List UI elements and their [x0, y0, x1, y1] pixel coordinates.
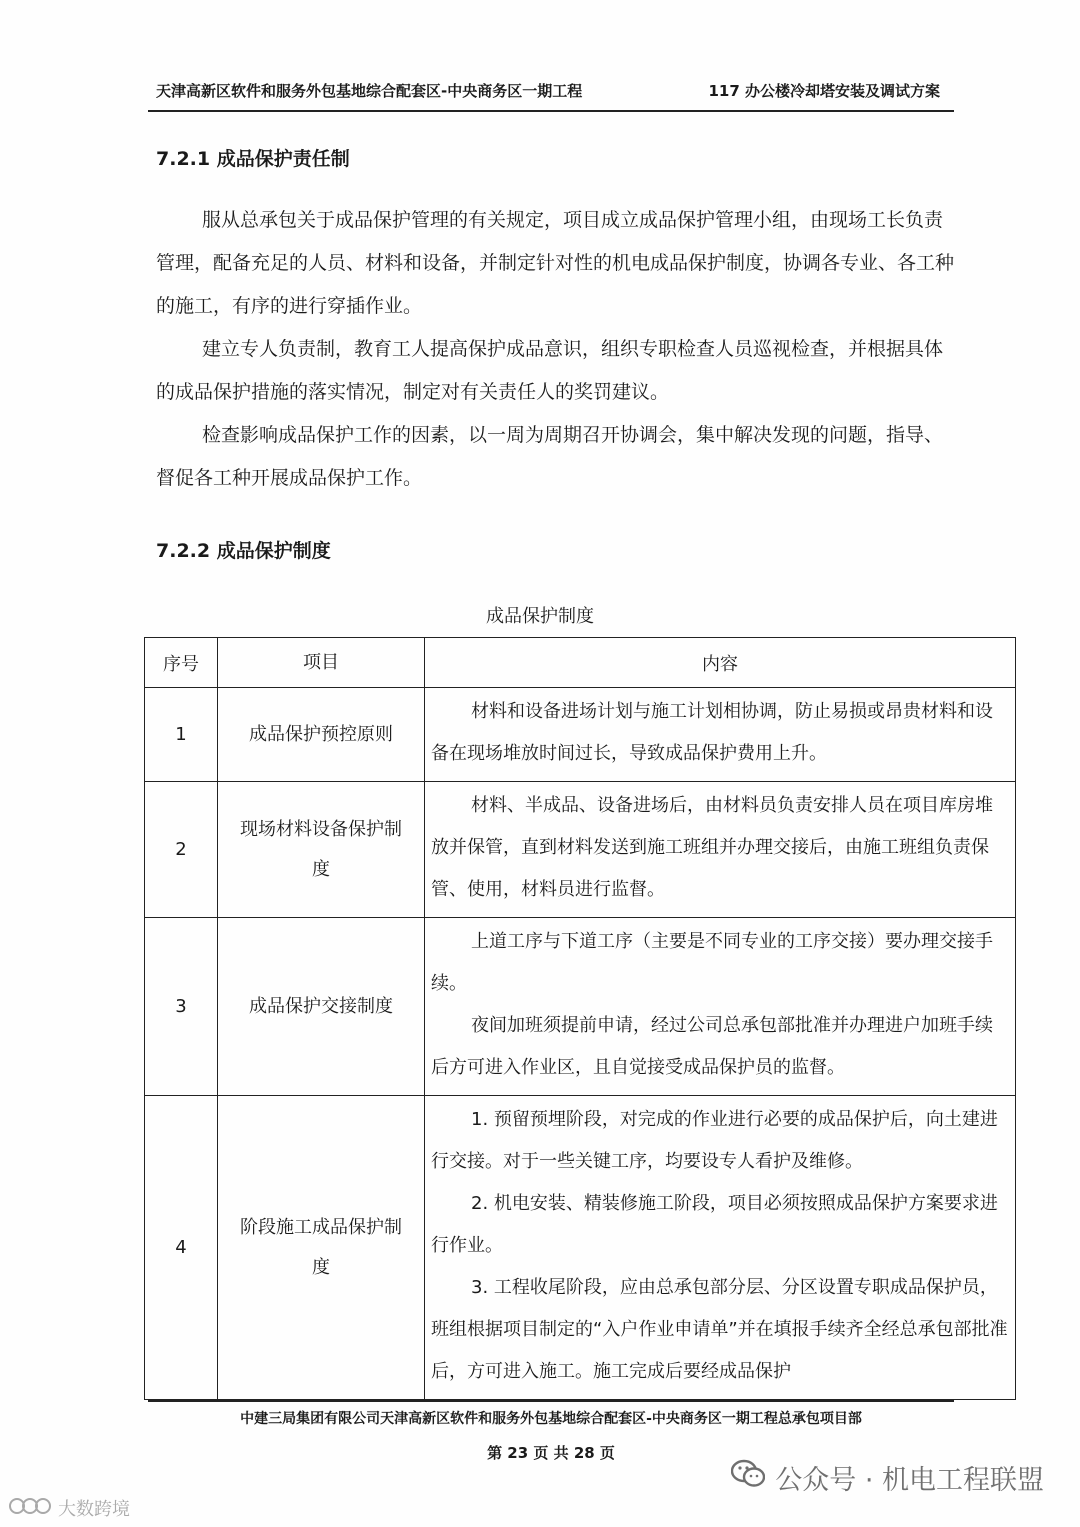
header-cell-no: 序号 — [145, 638, 218, 688]
cross-border-watermark-text: 大数跨境 — [58, 1499, 130, 1520]
header-cell-item: 项目 — [218, 638, 425, 688]
row-content-paragraph: 1. 预留预埋阶段，对完成的作业进行必要的成品保护后，向土建进行交接。对于一些关键工序，均要设专人看护及维修。 — [431, 1109, 998, 1172]
section-heading-7-2-2: 7.2.2 成品保护制度 — [156, 540, 331, 562]
header-document-title: 117 办公楼冷却塔安装及调试方案 — [708, 82, 940, 100]
row-number: 2 — [145, 782, 218, 918]
row-number: 4 — [145, 1096, 218, 1400]
section-heading-7-2-1: 7.2.1 成品保护责任制 — [156, 148, 350, 170]
row-item: 阶段施工成品保护制度 — [218, 1096, 425, 1400]
row-number: 3 — [145, 918, 218, 1096]
wechat-watermark-text: 公众号 · 机电工程联盟 — [775, 1465, 1044, 1496]
body-paragraph-2: 建立专人负责制，教育工人提高保护成品意识，组织专职检查人员巡视检查，并根据具体的成品保护措施的落实情况，制定对有关责任人的奖罚建议。 — [156, 338, 944, 403]
table-caption: 成品保护制度 — [486, 606, 594, 627]
table-row — [145, 918, 1016, 1096]
header-cell-content: 内容 — [425, 638, 1016, 688]
page-footer — [148, 1400, 954, 1463]
row-item: 现场材料设备保护制度 — [218, 782, 425, 918]
row-item: 成品保护预控原则 — [218, 688, 425, 782]
wechat-watermark — [731, 1458, 1044, 1497]
header-project-title: 天津高新区软件和服务外包基地综合配套区-中央商务区一期工程 — [156, 82, 583, 100]
row-content — [425, 782, 1016, 918]
row-content-paragraph: 夜间加班须提前申请，经过公司总承包部批准并办理进户加班手续后方可进入作业区，且自觉接受成品保护员的监督。 — [431, 1015, 993, 1078]
page-header — [148, 74, 954, 112]
table-row — [145, 1096, 1016, 1400]
row-content — [425, 1096, 1016, 1400]
row-content — [425, 688, 1016, 782]
footer-organization: 中建三局集团有限公司天津高新区软件和服务外包基地综合配套区-中央商务区一期工程总承包项目部 — [240, 1411, 862, 1427]
row-content-paragraph: 2. 机电安装、精装修施工阶段，项目必须按照成品保护方案要求进行作业。 — [431, 1193, 998, 1256]
row-content-paragraph: 上道工序与下道工序（主要是不同专业的工序交接）要办理交接手续。 — [431, 931, 993, 994]
page-number: 第 23 页 共 28 页 — [487, 1444, 615, 1462]
row-number: 1 — [145, 688, 218, 782]
body-paragraph-3: 检查影响成品保护工作的因素，以一周为周期召开协调会，集中解决发现的问题，指导、督促各工种开展成品保护工作。 — [156, 424, 944, 489]
row-content-paragraph: 材料和设备进场计划与施工计划相协调，防止易损或昂贵材料和设备在现场堆放时间过长，导致成品保护费用上升。 — [431, 701, 993, 764]
protection-rules-table — [144, 637, 1016, 1400]
table-header-row — [145, 638, 1016, 688]
cross-border-watermark — [8, 1495, 130, 1521]
row-content — [425, 918, 1016, 1096]
cross-border-logo-icon — [8, 1496, 52, 1521]
body-paragraph-1: 服从总承包关于成品保护管理的有关规定，项目成立成品保护管理小组，由现场工长负责管理，配备充足的人员、材料和设备，并制定针对性的机电成品保护制度，协调各专业、各工种的施工，有序的进行穿插作业。 — [156, 209, 955, 317]
wechat-icon — [731, 1459, 765, 1496]
table-row — [145, 688, 1016, 782]
table-row — [145, 782, 1016, 918]
row-item: 成品保护交接制度 — [218, 918, 425, 1096]
row-content-paragraph: 材料、半成品、设备进场后，由材料员负责安排人员在项目库房堆放并保管，直到材料发送到施工班组并办理交接后，由施工班组负责保管、使用，材料员进行监督。 — [431, 795, 993, 900]
row-content-paragraph: 3. 工程收尾阶段，应由总承包部分层、分区设置专职成品保护员，班组根据项目制定的“入户作业申请单”并在填报手续齐全经总承包部批准后，方可进入施工。施工完成后要经成品保护 — [431, 1277, 1008, 1382]
